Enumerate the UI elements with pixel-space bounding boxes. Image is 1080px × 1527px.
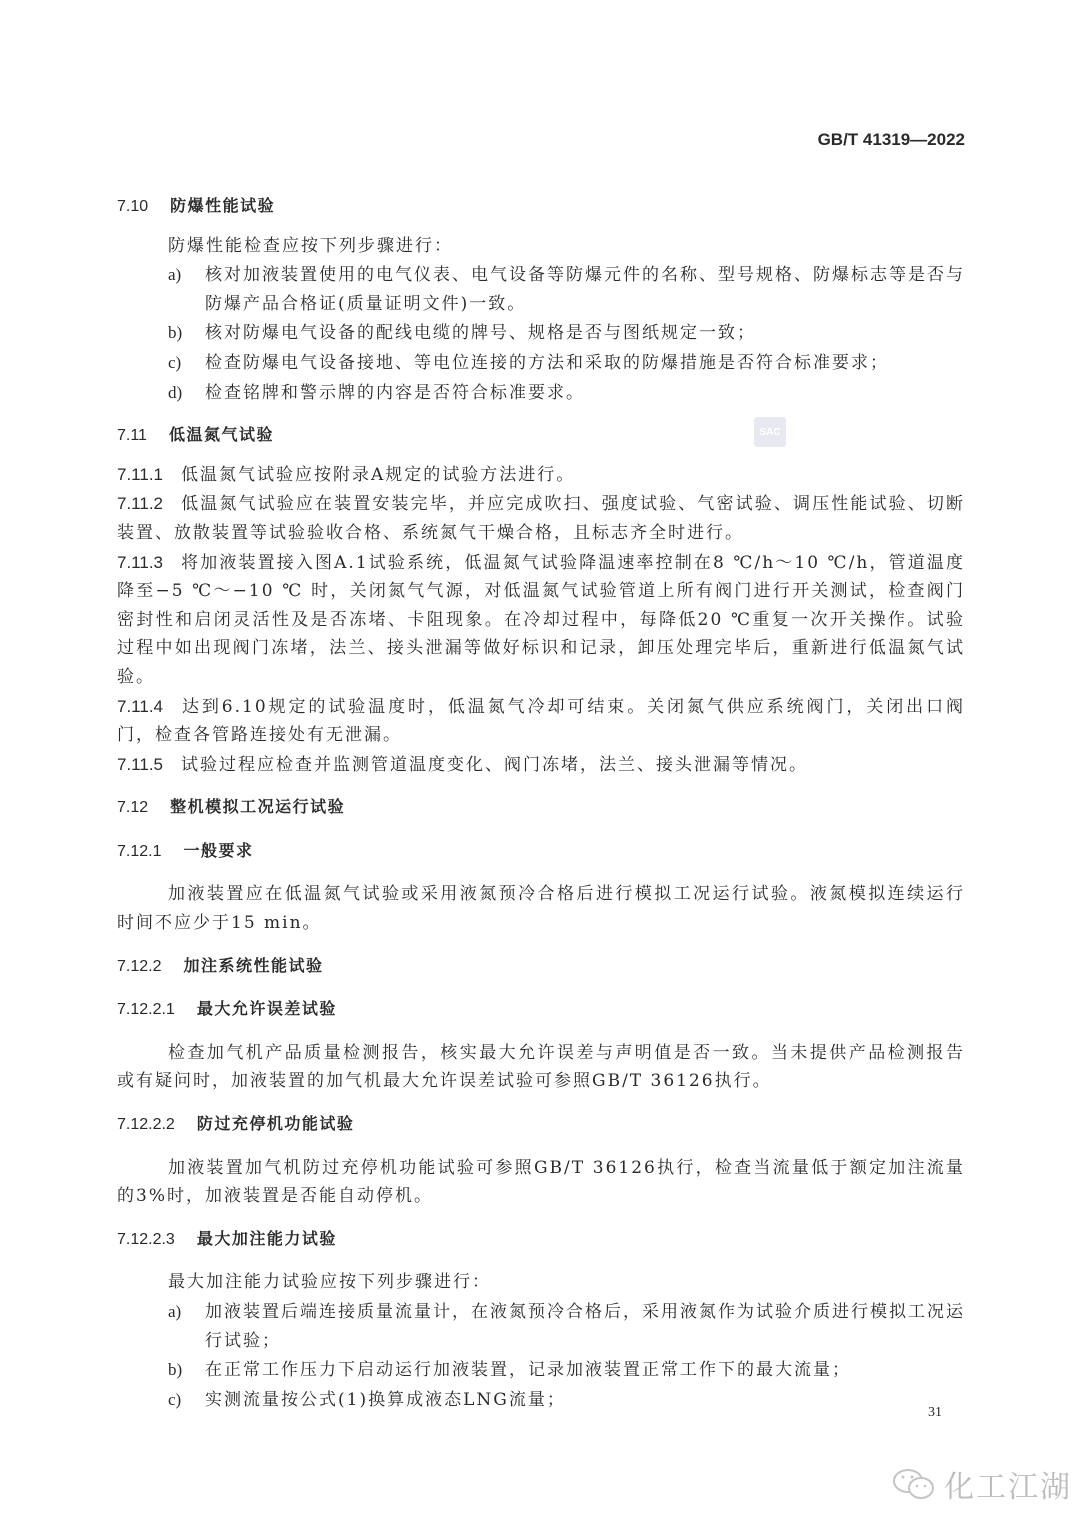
watermark-text: 化工江湖 bbox=[944, 1470, 1072, 1505]
wechat-icon bbox=[892, 1467, 936, 1501]
heading-7-12-2-1 bbox=[117, 995, 965, 1025]
item-text: 在正常工作压力下启动运行加液装置，记录加液装置正常工作下的最大流量； bbox=[205, 1360, 851, 1381]
item-label: a) bbox=[168, 265, 182, 285]
clause-text: 达到6.10规定的试验温度时，低温氮气冷却可结束。关闭氮气供应系统阀门，关闭出口阀门，检查各管路连接处有无泄漏。 bbox=[117, 696, 965, 746]
clause-number: 7.11.1 bbox=[117, 464, 164, 484]
clause-number: 7.11.2 bbox=[117, 494, 164, 514]
item-label: d) bbox=[168, 382, 183, 402]
heading-7-12-2-2 bbox=[117, 1110, 965, 1140]
item-text: 加液装置后端连接质量流量计，在液氮预冷合格后，采用液氮作为试验介质进行模拟工况运行试验； bbox=[205, 1302, 965, 1351]
section-title: 防过充停机功能试验 bbox=[196, 1114, 355, 1134]
item-label: b) bbox=[168, 323, 183, 343]
list-item bbox=[168, 1386, 965, 1415]
page-content bbox=[117, 192, 965, 1414]
section-number: 7.12.2 bbox=[117, 957, 162, 975]
heading-7-10 bbox=[117, 192, 965, 222]
item-text: 核对防爆电气设备的配线电缆的牌号、规格是否与图纸规定一致； bbox=[205, 323, 756, 344]
page-number: 31 bbox=[928, 1405, 942, 1420]
section-title: 最大允许误差试验 bbox=[196, 999, 337, 1019]
clause-7-11-3 bbox=[117, 549, 965, 692]
paragraph: 防爆性能检查应按下列步骤进行： bbox=[168, 235, 453, 256]
paragraph: 检查加气机产品质量检测报告，核实最大允许误差与声明值是否一致。当未提供产品检测报告或有疑问时，加液装置的加气机最大允许误差试验可参照GB/T 36126执行。 bbox=[117, 1042, 965, 1092]
list-item bbox=[168, 319, 965, 348]
section-number: 7.12.2.1 bbox=[117, 1001, 175, 1019]
heading-7-12-1 bbox=[117, 837, 965, 867]
clause-7-11-1 bbox=[117, 461, 965, 490]
paragraph: 加液装置加气机防过充停机功能试验可参照GB/T 36126执行，检查当流量低于额定加注流量的3%时，加液装置是否能自动停机。 bbox=[117, 1157, 965, 1207]
list-item bbox=[168, 261, 965, 318]
clause-7-11-5 bbox=[117, 751, 965, 780]
item-label: b) bbox=[168, 1360, 183, 1380]
section-title: 一般要求 bbox=[183, 840, 254, 860]
watermark bbox=[892, 1462, 1072, 1506]
clause-7-11-4 bbox=[117, 693, 965, 750]
clause-number: 7.11.4 bbox=[117, 696, 164, 716]
item-label: c) bbox=[168, 352, 182, 372]
section-number: 7.12.1 bbox=[117, 842, 162, 860]
list-item bbox=[168, 379, 965, 408]
heading-7-11 bbox=[117, 421, 965, 451]
section-title: 加注系统性能试验 bbox=[183, 955, 324, 975]
clause-text: 将加液装置接入图A.1试验系统，低温氮气试验降温速率控制在8 ℃/h～10 ℃/h，管道温度降至−5 ℃～−10 ℃ 时，关闭氮气气源，对低温氮气试验管道上所有阀门进行开关测试，检查阀门密封性和启闭灵活性及是否冻堵、卡阻现象。在冷却过程中，每降低20 ℃重复一次开关操作。试验过程中如出现阀门冻堵，法兰、接头泄漏等做好标识和记录，卸压处理完毕后，重新进行低温氮气试验。 bbox=[117, 552, 965, 687]
standard-number: GB/T 41319—2022 bbox=[817, 130, 965, 149]
paragraph: 加液装置应在低温氮气试验或采用液氮预冷合格后进行模拟工况运行试验。液氮模拟连续运行时间不应少于15 min。 bbox=[117, 884, 965, 934]
section-number: 7.12.2.2 bbox=[117, 1116, 175, 1134]
heading-7-12 bbox=[117, 793, 965, 823]
sac-logo: SAC bbox=[754, 417, 786, 447]
paragraph: 最大加注能力试验应按下列步骤进行： bbox=[168, 1272, 491, 1293]
section-number: 7.12 bbox=[117, 799, 149, 817]
section-title: 防爆性能试验 bbox=[170, 196, 276, 215]
clause-text: 低温氮气试验应在装置安装完毕，并应完成吹扫、强度试验、气密试验、调压性能试验、切断装置、放散装置等试验验收合格、系统氮气干燥合格，且标志齐全时进行。 bbox=[117, 494, 965, 543]
item-label: a) bbox=[168, 1302, 182, 1321]
heading-7-12-2-3 bbox=[117, 1225, 965, 1255]
heading-7-12-2 bbox=[117, 952, 965, 982]
item-text: 实测流量按公式(1)换算成液态LNG流量； bbox=[205, 1389, 566, 1410]
item-label: c) bbox=[168, 1389, 182, 1409]
section-number: 7.10 bbox=[117, 198, 149, 215]
section-number: 7.11 bbox=[117, 427, 147, 445]
section-number: 7.12.2.3 bbox=[117, 1230, 175, 1248]
item-text: 核对加液装置使用的电气仪表、电气设备等防爆元件的名称、型号规格、防爆标志等是否与防爆产品合格证(质量证明文件)一致。 bbox=[205, 265, 965, 314]
clause-text: 试验过程应检查并监测管道温度变化、阀门冻堵，法兰、接头泄漏等情况。 bbox=[181, 754, 809, 775]
clause-number: 7.11.3 bbox=[117, 552, 164, 572]
section-title: 最大加注能力试验 bbox=[196, 1228, 337, 1248]
clause-text: 低温氮气试验应按附录A规定的试验方法进行。 bbox=[181, 464, 576, 485]
item-text: 检查铭牌和警示牌的内容是否符合标准要求。 bbox=[205, 382, 585, 403]
clause-number: 7.11.5 bbox=[117, 754, 164, 774]
list-item bbox=[168, 349, 965, 378]
clause-7-11-2 bbox=[117, 490, 965, 547]
item-text: 检查防爆电气设备接地、等电位连接的方法和采取的防爆措施是否符合标准要求； bbox=[205, 352, 889, 373]
section-title: 低温氮气试验 bbox=[168, 425, 274, 445]
list-item bbox=[168, 1298, 965, 1355]
list-item bbox=[168, 1356, 965, 1385]
section-title: 整机模拟工况运行试验 bbox=[170, 797, 346, 817]
